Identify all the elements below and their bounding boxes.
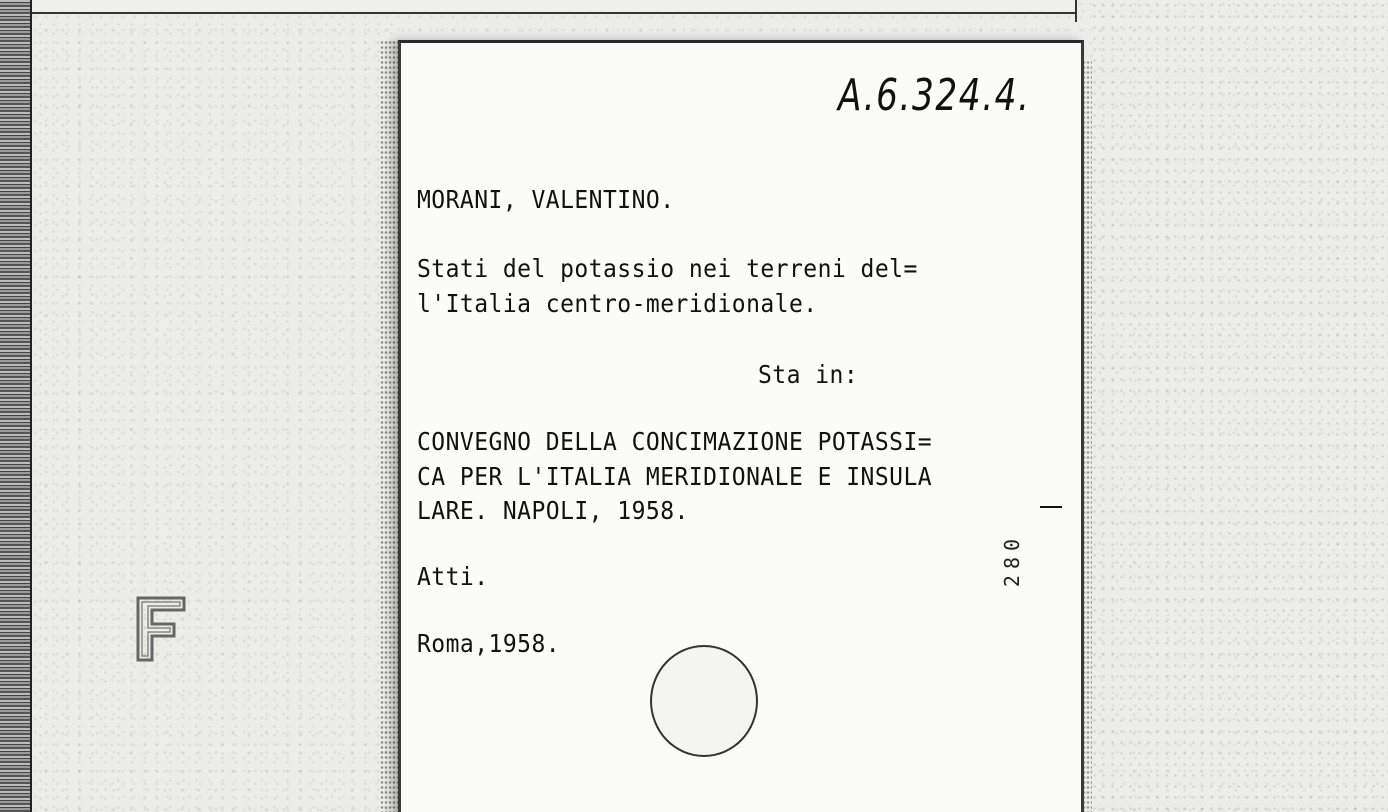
conference-line-2: CA PER L'ITALIA MERIDIONALE E INSULA	[417, 462, 933, 491]
scan-left-edge	[0, 0, 30, 812]
in-label: Sta in:	[758, 360, 859, 389]
title-line-1: Stati del potassio nei terreni del=	[417, 254, 918, 283]
scan-noise-right	[1090, 0, 1388, 812]
background-card-divider	[1075, 0, 1077, 22]
call-number: A.6.324.4.	[838, 70, 1031, 121]
background-card-top	[32, 0, 1077, 14]
side-number: 280	[1000, 532, 1024, 588]
conference-line-3: LARE. NAPOLI, 1958.	[417, 496, 689, 525]
scan-noise-left	[34, 20, 394, 812]
scan-left-border	[30, 0, 32, 812]
card-punch-hole	[650, 645, 758, 757]
stamp-letter-f-icon	[134, 594, 188, 664]
title-line-2: l'Italia centro-meridionale.	[417, 289, 818, 318]
imprint-line: Roma,1958.	[417, 629, 561, 658]
publication-type: Atti.	[417, 562, 489, 591]
handwritten-underline-mark	[1040, 506, 1062, 508]
card-left-shadow	[380, 40, 398, 812]
conference-line-1: CONVEGNO DELLA CONCIMAZIONE POTASSI=	[417, 427, 933, 456]
author-line: MORANI, VALENTINO.	[417, 185, 675, 214]
